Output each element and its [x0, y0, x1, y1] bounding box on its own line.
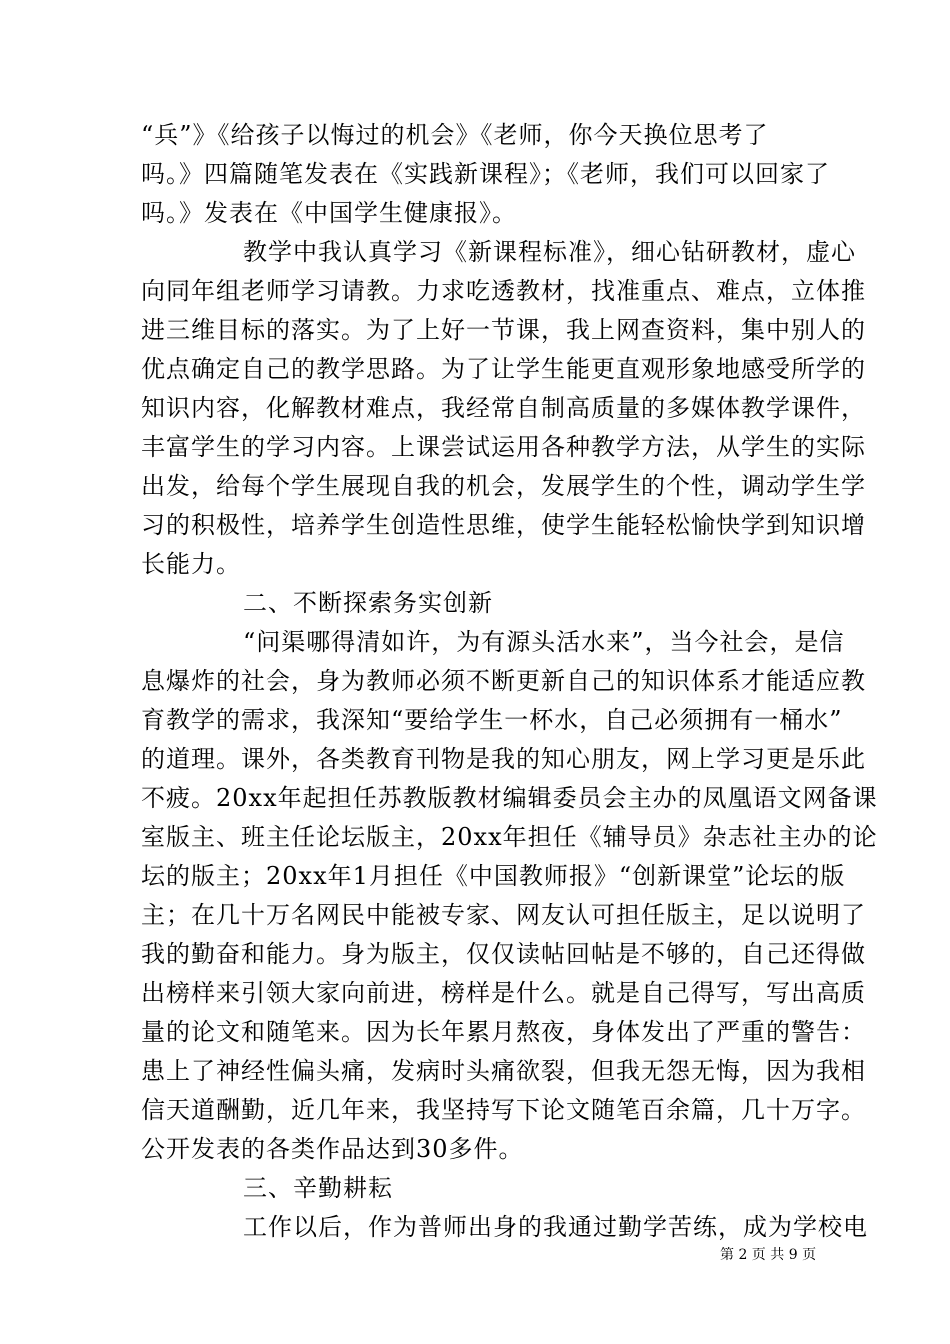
body-line: 公开发表的各类作品达到30多件。 — [141, 1135, 524, 1163]
body-line: 长能力。 — [141, 550, 241, 578]
body-line: 吗。》四篇随笔发表在《实践新课程》；《老师，我们可以回家了 — [141, 160, 830, 188]
body-line: 向同年组老师学习请教。力求吃透教材，找准重点、难点，立体推 — [141, 277, 866, 305]
body-line: 量的论文和随笔来。因为长年累月熬夜，身体发出了严重的警告： — [141, 1018, 866, 1046]
body-line: 不疲。20xx年起担任苏教版教材编辑委员会主办的凤凰语文网备课 — [141, 784, 878, 812]
body-line: 室版主、班主任论坛版主，20xx年担任《辅导员》杂志社主办的论 — [141, 823, 878, 851]
body-line: 出榜样来引领大家向前进，榜样是什么。就是自己得写，写出高质 — [141, 979, 866, 1007]
body-line: 习的积极性，培养学生创造性思维，使学生能轻松愉快学到知识增 — [141, 511, 866, 539]
paragraph-first-line: 教学中我认真学习《新课程标准》，细心钻研教材，虚心 — [243, 238, 856, 266]
body-line: 知识内容，化解教材难点，我经常自制高质量的多媒体教学课件， — [141, 394, 866, 422]
body-line: 主；在几十万名网民中能被专家、网友认可担任版主，足以说明了 — [141, 901, 866, 929]
body-line: 出发，给每个学生展现自我的机会，发展学生的个性，调动学生学 — [141, 472, 866, 500]
section-heading: 三、辛勤耕耘 — [243, 1174, 393, 1202]
body-line: 患上了神经性偏头痛，发病时头痛欲裂，但我无怨无悔，因为我相 — [141, 1057, 866, 1085]
section-heading: 二、不断探索务实创新 — [243, 589, 493, 617]
paragraph-first-line: “问渠哪得清如许，为有源头活水来”，当今社会，是信 — [243, 628, 845, 656]
body-line: 的道理。课外，各类教育刊物是我的知心朋友，网上学习更是乐此 — [141, 745, 866, 773]
body-line: 信天道酬勤，近几年来，我坚持写下论文随笔百余篇，几十万字。 — [141, 1096, 866, 1124]
body-line: 进三维目标的落实。为了上好一节课，我上网查资料，集中别人的 — [141, 316, 866, 344]
body-line: 坛的版主；20xx年1月担任《中国教师报》“创新课堂”论坛的版 — [141, 862, 846, 890]
body-line: “兵”》《给孩子以悔过的机会》《老师，你今天换位思考了 — [141, 121, 769, 149]
body-line: 优点确定自己的教学思路。为了让学生能更直观形象地感受所学的 — [141, 355, 866, 383]
body-line: 育教学的需求，我深知“要给学生一杯水，自己必须拥有一桶水” — [141, 706, 843, 734]
body-line: 我的勤奋和能力。身为版主，仅仅读帖回帖是不够的，自己还得做 — [141, 940, 866, 968]
body-line: 息爆炸的社会，身为教师必须不断更新自己的知识体系才能适应教 — [141, 667, 866, 695]
paragraph-first-line: 工作以后，作为普师出身的我通过勤学苦练，成为学校电 — [243, 1213, 868, 1241]
body-line: 吗。》发表在《中国学生健康报》。 — [141, 199, 517, 227]
page-number-footer: 第 2 页 共 9 页 — [720, 1247, 817, 1263]
body-line: 丰富学生的学习内容。上课尝试运用各种教学方法，从学生的实际 — [141, 433, 866, 461]
